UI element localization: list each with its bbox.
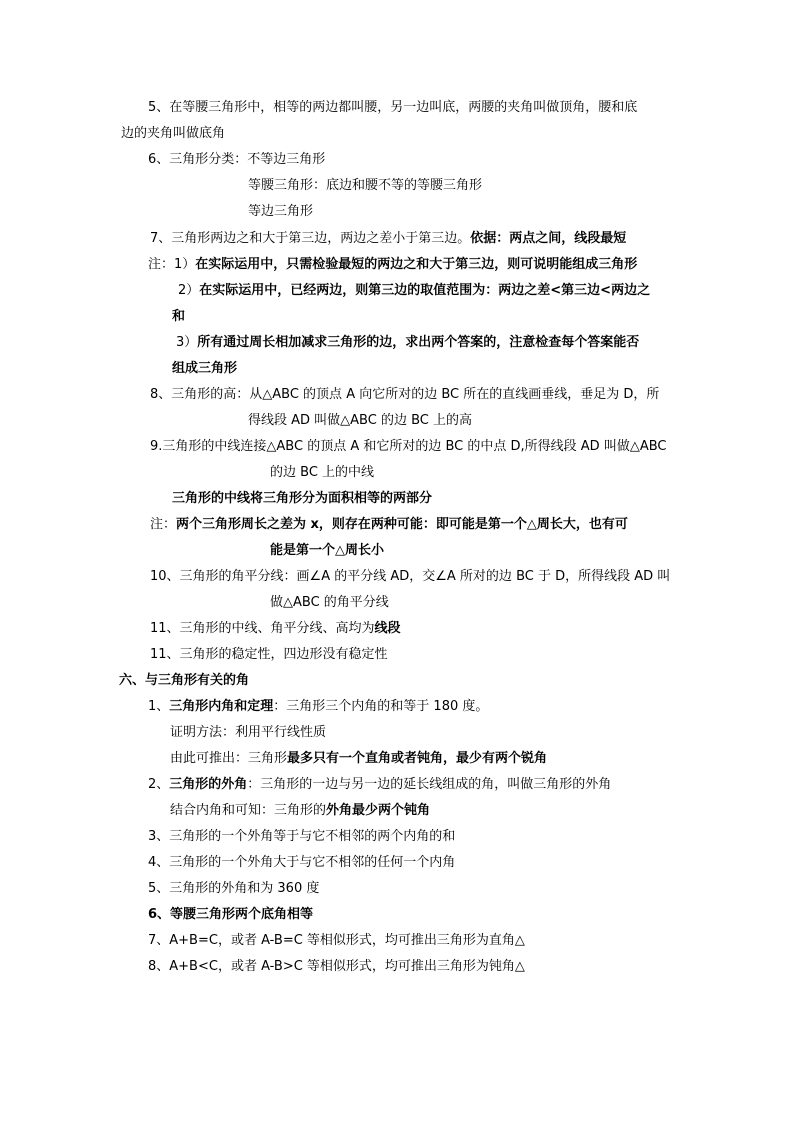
note-3-text: 所有通过周长相加减求三角形的边，求出两个答案的，注意检查每个答案能否 (197, 335, 640, 350)
note-1-text: 在实际运用中，只需检验最短的两边之和大于第三边，则可说明能组成三角形 (195, 257, 638, 272)
note-4-prefix: 注： (150, 517, 177, 532)
angle-4-line: 4、三角形的一个外角大于与它不相邻的任何一个内角 (148, 855, 456, 870)
note-1-prefix: 注：1） (148, 257, 196, 272)
note-3-line-1 (176, 334, 639, 352)
item-10-line-2: 做△ABC 的角平分线 (270, 595, 389, 610)
item-5-line-1: 5、在等腰三角形中，相等的两边都叫腰，另一边叫底，两腰的夹角叫做顶角，腰和底 (148, 100, 638, 115)
item-11-bold: 线段 (374, 621, 401, 636)
angle-1-proof: 证明方法：利用平行线性质 (170, 725, 327, 740)
item-8-line-1: 8、三角形的高：从△ABC 的顶点 A 向它所对的边 BC 所在的直线画垂线，垂足为 D，所 (150, 387, 660, 402)
angle-1-text: ：三角形三个内角的和等于 180 度。 (273, 699, 489, 714)
note-4-text: 两个三角形周长之差为 x，则存在两种可能：即可能是第一个△周长大，也有可 (176, 517, 628, 532)
note-2-prefix: 2） (178, 283, 200, 298)
angle-1-inference (170, 750, 547, 768)
item-9-line-1: 9.三角形的中线连接△ABC 的顶点 A 和它所对的边 BC 的中点 D,所得线段 AD 叫做△ABC (150, 439, 667, 454)
item-11-text: 11、三角形的中线、角平分线、高均为 (150, 621, 375, 636)
angle-6-line: 6、等腰三角形两个底角相等 (148, 907, 314, 922)
note-2-line-1 (178, 282, 650, 300)
note-3-line-2: 组成三角形 (172, 361, 238, 376)
angle-2-inference-prefix: 结合内角和可知：三角形的 (170, 803, 327, 818)
angle-1-inference-prefix: 由此可推出：三角形 (170, 751, 288, 766)
angle-3-line: 3、三角形的一个外角等于与它不相邻的两个内角的和 (148, 829, 456, 844)
item-9-median-note: 三角形的中线将三角形分为面积相等的两部分 (172, 491, 433, 506)
note-1-line (148, 256, 637, 274)
angle-2-term: 三角形的外角 (169, 777, 248, 792)
item-8-line-2: 得线段 AD 叫做△ABC 的边 BC 上的高 (248, 413, 472, 428)
item-6-line-1: 6、三角形分类：不等边三角形 (148, 152, 326, 167)
item-5-line-2: 边的夹角叫做底角 (121, 126, 226, 141)
item-7-basis: 依据：两点之间，线段最短 (470, 231, 627, 246)
item-11b-line: 11、三角形的稳定性，四边形没有稳定性 (150, 647, 388, 662)
angle-7-line: 7、A+B=C，或者 A-B=C 等相似形式，均可推出三角形为直角△ (148, 933, 525, 948)
note-2-text: 在实际运用中，已经两边，则第三边的取值范围为：两边之差<第三边<两边之 (199, 283, 651, 298)
angle-1-inference-bold: 最多只有一个直角或者钝角，最少有两个锐角 (287, 751, 548, 766)
item-10-line-1: 10、三角形的角平分线：画∠A 的平分线 AD，交∠A 所对的边 BC 于 D，所得线段 AD 叫 (150, 569, 671, 584)
angle-2-prefix: 2、 (148, 777, 170, 792)
item-6-line-2: 等腰三角形：底边和腰不等的等腰三角形 (248, 178, 483, 193)
item-7-text: 7、三角形两边之和大于第三边，两边之差小于第三边。 (150, 231, 471, 246)
note-2-line-2: 和 (172, 309, 186, 324)
note-4-line-1 (150, 516, 628, 534)
angle-2-inference (170, 802, 430, 820)
item-7-line (150, 230, 626, 248)
section-6-heading: 六、与三角形有关的角 (119, 673, 250, 688)
angle-8-line: 8、A+B<C，或者 A-B>C 等相似形式，均可推出三角形为钝角△ (148, 959, 525, 974)
angle-2-inference-bold: 外角最少两个钝角 (326, 803, 431, 818)
item-11-line (150, 620, 401, 638)
angle-2-text: ：三角形的一边与另一边的延长线组成的角，叫做三角形的外角 (247, 777, 612, 792)
note-3-prefix: 3） (176, 335, 198, 350)
item-6-line-3: 等边三角形 (248, 204, 314, 219)
angle-1-line (148, 698, 488, 716)
item-9-line-2: 的边 BC 上的中线 (270, 465, 375, 480)
angle-1-term: 三角形内角和定理 (169, 699, 274, 714)
angle-5-line: 5、三角形的外角和为 360 度 (148, 881, 320, 896)
angle-1-prefix: 1、 (148, 699, 170, 714)
angle-2-line (148, 776, 611, 794)
note-4-line-2: 能是第一个△周长小 (270, 543, 384, 558)
